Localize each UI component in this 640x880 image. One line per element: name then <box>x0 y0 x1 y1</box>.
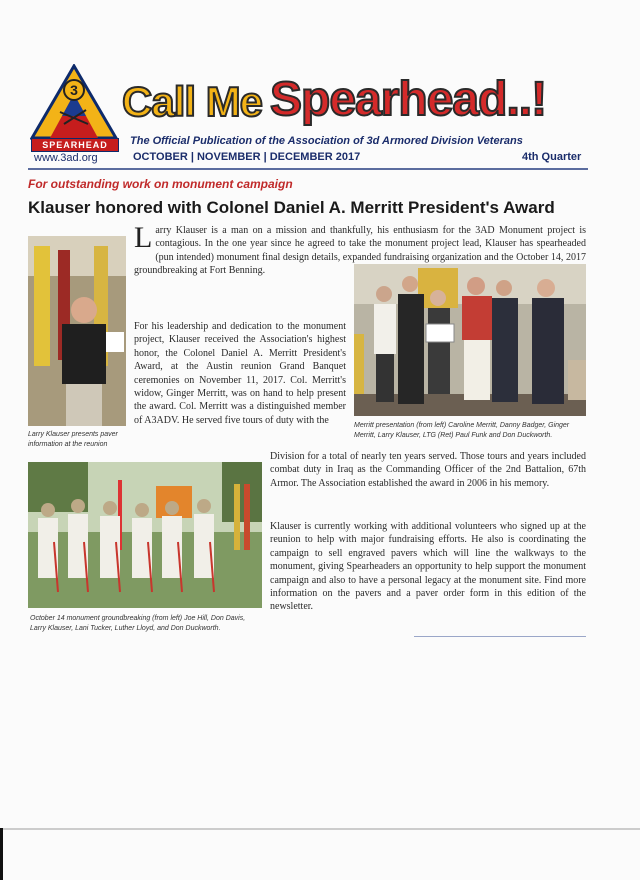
logo-number: 3 <box>70 82 78 98</box>
website-link[interactable]: www.3ad.org <box>34 152 98 164</box>
scan-edge-mark <box>0 828 3 880</box>
masthead-divider <box>28 168 588 170</box>
caption-photo2: Merritt presentation (from left) Caroline Merritt, Danny Badger, Ginger Merritt, Larry Klauser, LTG (Ret) Paul Funk and Don Duckworth. <box>354 422 570 439</box>
bottom-divider <box>414 636 586 637</box>
newsletter-title <box>122 70 592 132</box>
article-kicker: For outstanding work on monument campaign <box>28 177 293 191</box>
issue-quarter: 4th Quarter <box>522 151 582 163</box>
3ad-triangle-logo <box>30 64 118 148</box>
photo-groundbreaking <box>28 462 262 608</box>
article-paragraph-3: Klauser is currently working with additional volunteers who signed up at the reunion to help with major fundraising efforts. He also is coordinating the campaign to sell engraved pavers which will line the walkways to the monument, giving Spearheaders an opportunity to help support the monument campaign and also to have a personal legacy at the monument site. Find more information on the pavers and a paver order form in this edition of the newsletter. <box>270 521 586 613</box>
scan-border <box>0 828 640 830</box>
article-paragraph-2-continued: Division for a total of nearly ten years served. Those tours and years included combat duty in Iraq as the Commanding Officer of the 2nd Battalion, 67th Armor. The Association established the award in 2006 in his memory. <box>270 451 586 489</box>
article-paragraph-2: For his leadership and dedication to the monument project, Klauser received the Association's highest honor, the Colonel Daniel A. Merritt President's Award, at the Austin reunion Grand Banquet ceremonies on November 11, 2017. Col. Merritt's widow, Ginger Merritt, was on hand to help present the award. Col. Merritt was a distinguished member of A3ADV. He served five tours of duty with the <box>134 321 346 426</box>
title-spearhead: Spearhead..! <box>270 73 547 126</box>
article-paragraph-1 <box>134 221 586 277</box>
drop-cap: L <box>134 221 153 254</box>
photo-klauser-presenting <box>28 236 126 426</box>
paragraph-1-text: arry Klauser is a man on a mission and thankfully, his enthusiasm for the 3AD Monument project is contagious. In the one year since he agreed to take the monument project lead, Klauser has spearheaded (pun intended) monument final design details, expanded fundraising organization and the October 14, 2017 groundbreaking at Fort Benning. <box>134 225 586 277</box>
article-headline: Klauser honored with Colonel Daniel A. Merritt President's Award <box>28 198 555 217</box>
caption-photo1: Larry Klauser presents paver information at the reunion <box>28 431 118 448</box>
caption-photo3: October 14 monument groundbreaking (from left) Joe Hill, Don Davis, Larry Klauser, Lani Tucker, Luther Lloyd, and Don Duckworth. <box>30 615 246 632</box>
issue-dateline: OCTOBER | NOVEMBER | DECEMBER 2017 <box>133 151 361 163</box>
photo-merritt-presentation <box>354 264 586 416</box>
title-call-me: Call Me <box>122 78 263 125</box>
logo-banner: SPEARHEAD <box>31 138 119 152</box>
tagline: The Official Publication of the Association of 3d Armored Division Veterans <box>130 135 523 147</box>
